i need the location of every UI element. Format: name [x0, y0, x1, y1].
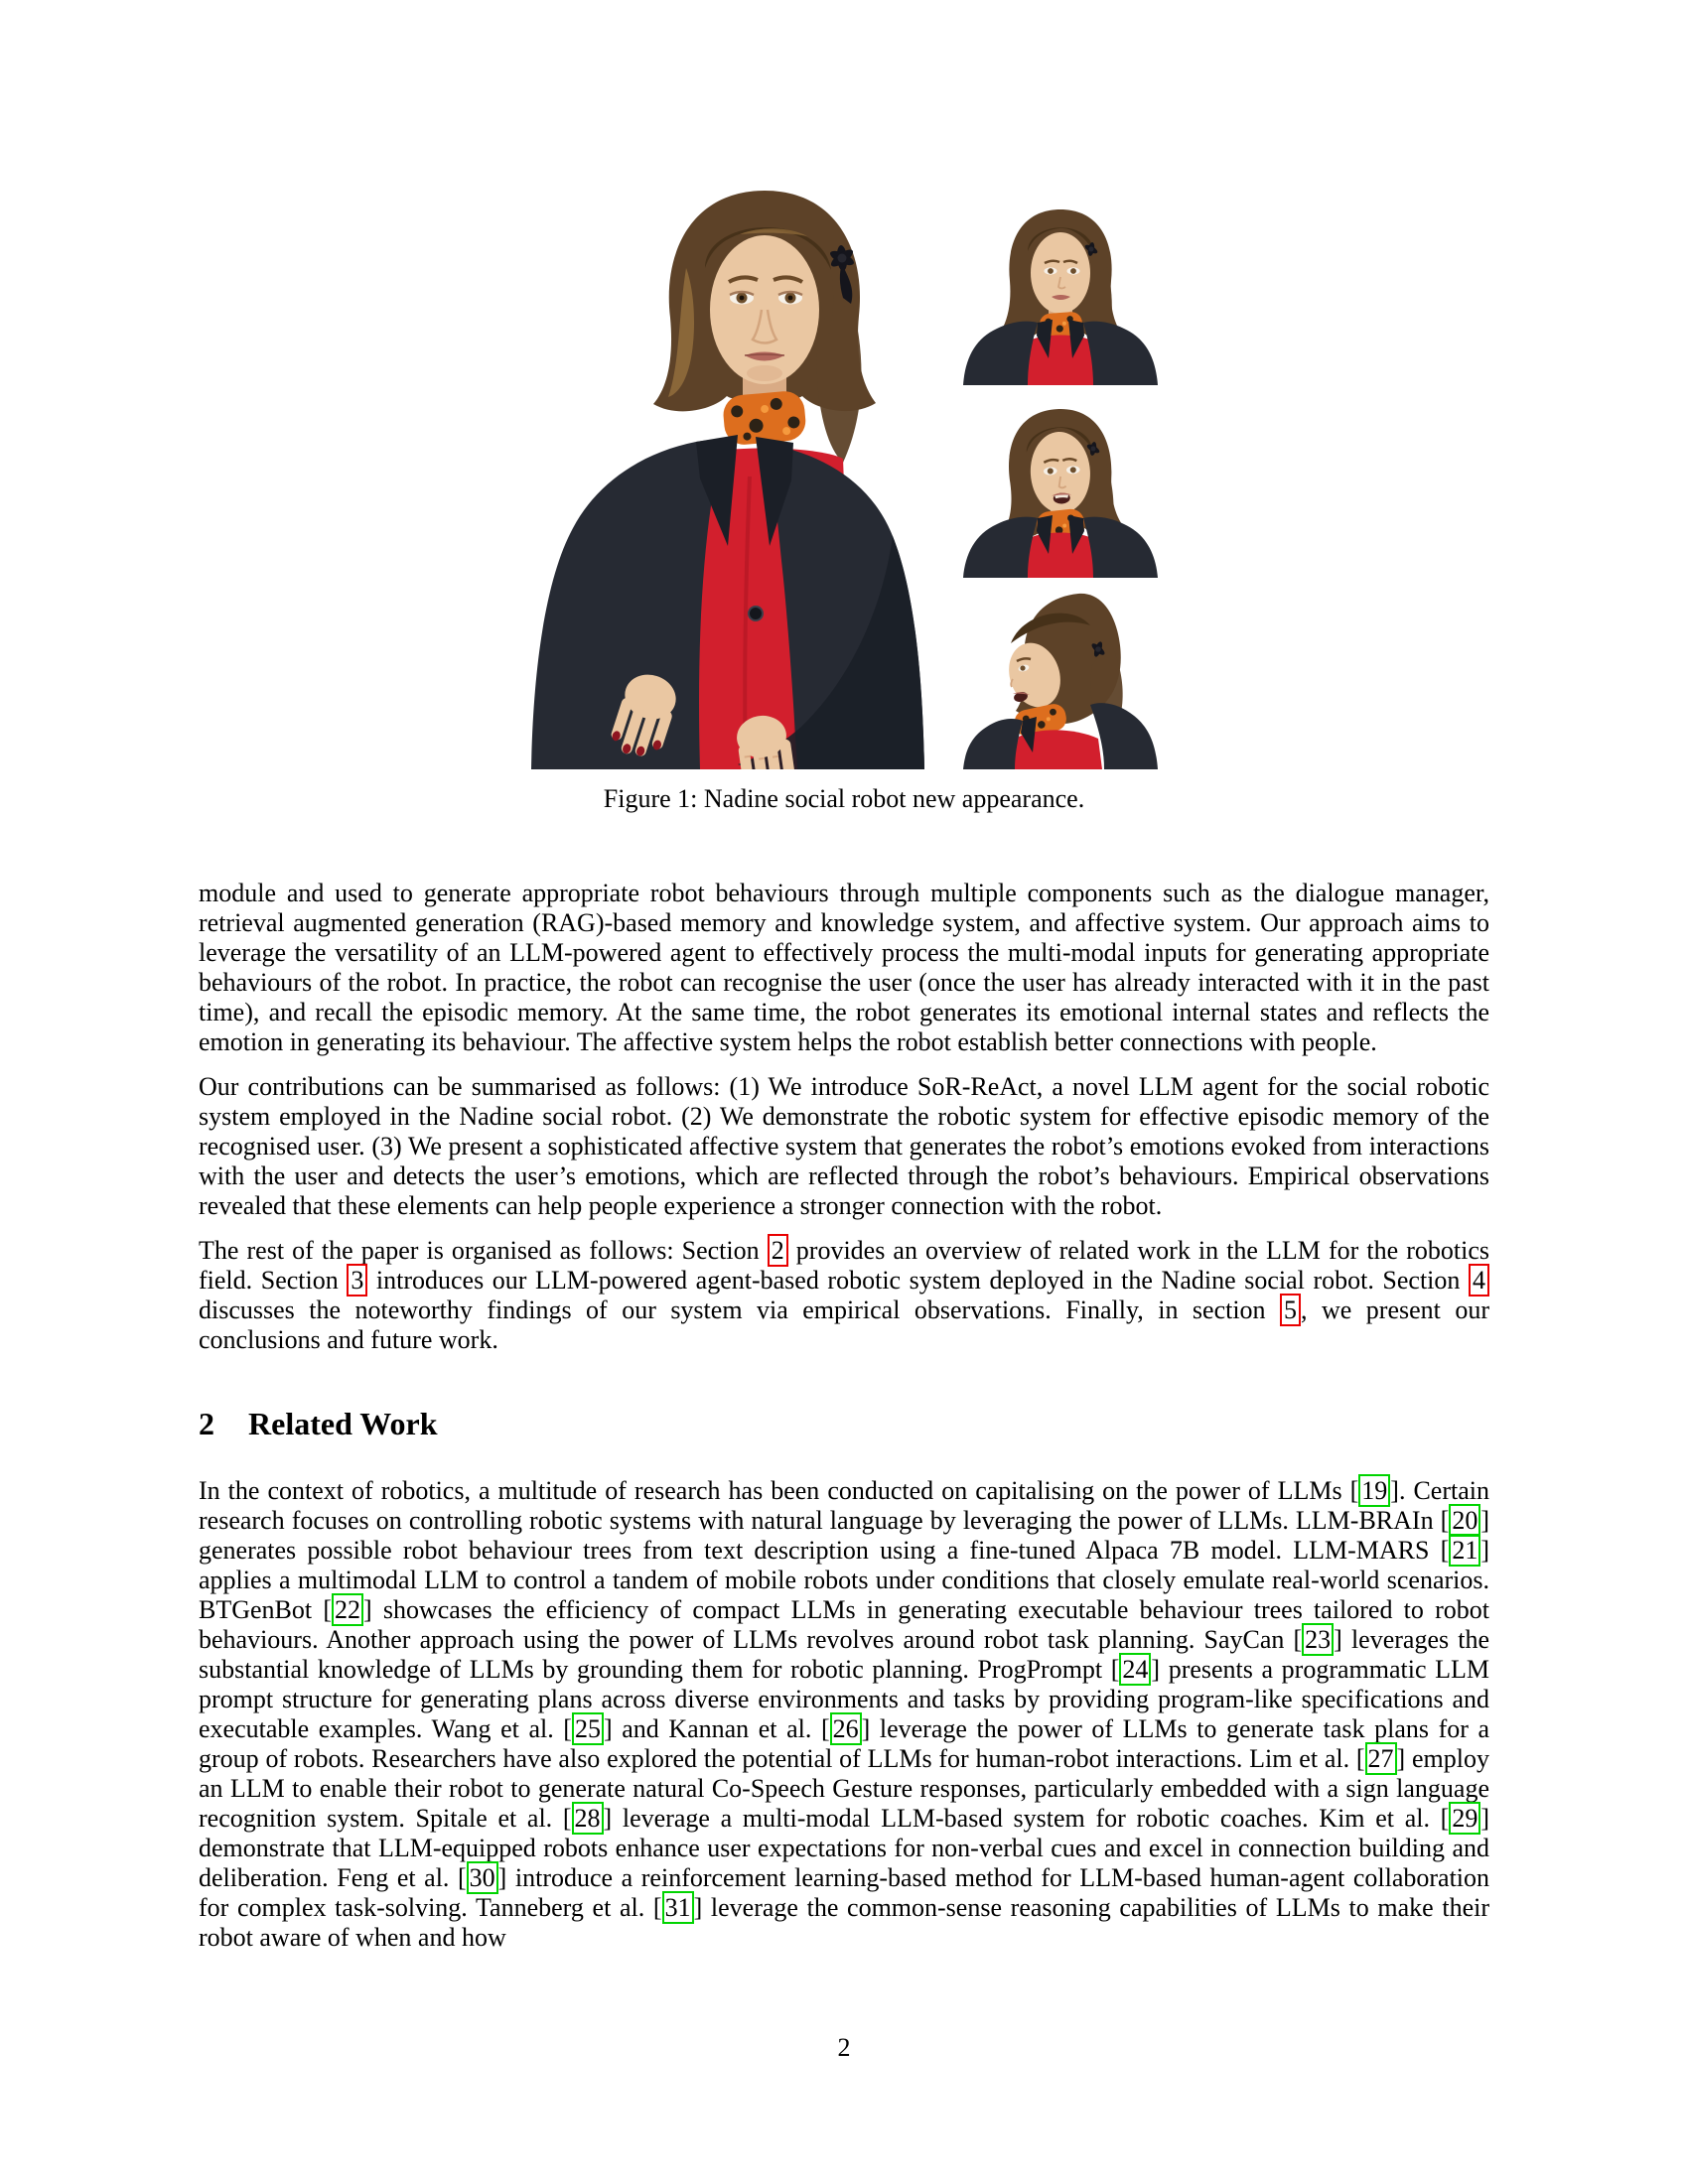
citation-link[interactable]: 30 — [467, 1861, 498, 1894]
figure1-photo-bust-smiling — [961, 395, 1160, 578]
text-run: ] presents a programmatic LLM prompt structure for generating plans across diverse environments and tasks by providing program-like specifications and executable examples. Wang et al. [ — [199, 1655, 1490, 1743]
section-link[interactable]: 3 — [347, 1264, 367, 1297]
section-number: 2 — [199, 1406, 214, 1441]
text-run: ] leverage the power of LLMs to generate task plans for a group of robots. Researchers have also explored the potential of LLMs for human-robot interactions. Lim et al. [ — [199, 1714, 1490, 1773]
text-run: ]. Certain research focuses on controlling robotic systems with natural language by leveraging the power of LLMs. LLM-BRAIn [ — [199, 1476, 1489, 1535]
text-run: ] showcases the efficiency of compact LLMs in generating executable behaviour trees tailored to robot behaviours. Another approach using the power of LLMs revolves around robot task planning. SayCan [ — [199, 1595, 1489, 1654]
text-run: ] generates possible robot behaviour trees from text description using a fine-tuned Alpaca 7B model. LLM-MARS [ — [199, 1506, 1489, 1565]
figure1-photo-main-portrait — [501, 149, 953, 769]
citation-link[interactable]: 22 — [332, 1593, 363, 1626]
citation-link[interactable]: 21 — [1449, 1534, 1480, 1567]
body-text-column — [199, 879, 1489, 1968]
figure1-photo-head-turned-down — [961, 584, 1160, 769]
section-link[interactable]: 5 — [1280, 1294, 1301, 1326]
text-run: , we present our conclusions and future work. — [199, 1296, 1489, 1354]
text-run: ] employ an LLM to enable their robot to generate natural Co-Speech Gesture responses, particularly embedded with a sign language recognition system. Spitale et al. [ — [199, 1744, 1489, 1833]
text-run: module and used to generate appropriate robot behaviours through multiple components such as the dialogue manager, retrieval augmented generation (RAG)-based memory and knowledge system, and affective system. Our approach aims to leverage the versatility of an LLM-powered agent to effectively process the multi-modal inputs for generating appropriate behaviours of the robot. In practice, the robot can recognise the user (once the user has already interacted with it in the past time), and recall the episodic memory. At the same time, the robot generates its emotional internal states and reflects the emotion in generating its behaviour. The affective system helps the robot establish better connections with people. — [199, 879, 1489, 1056]
text-run: The rest of the paper is organised as follows: Section — [199, 1236, 768, 1265]
page-number: 2 — [837, 2033, 851, 2062]
text-run: Our contributions can be summarised as follows: (1) We introduce SoR-ReAct, a novel LLM agent for the social robotic system employed in the Nadine social robot. (2) We demonstrate the robotic system for effective episodic memory of the recognised user. (3) We present a sophisticated affective system that generates the robot’s emotions evoked from interactions with the user and detects the user’s emotions, which are reflected through the robot’s behaviours. Empirical observations revealed that these elements can help people experience a stronger connection with the robot. — [199, 1072, 1489, 1220]
text-run: ] and Kannan et al. [ — [603, 1714, 830, 1743]
figure-1 — [501, 149, 1160, 769]
section-heading-related-work — [199, 1405, 1489, 1442]
citation-link[interactable]: 31 — [662, 1891, 694, 1924]
text-run: discusses the noteworthy findings of our system via empirical observations. Finally, in section — [199, 1296, 1281, 1324]
text-run: ] leverage the common-sense reasoning capabilities of LLMs to make their robot aware of when and how — [199, 1893, 1489, 1952]
section-link[interactable]: 4 — [1469, 1264, 1489, 1297]
citation-link[interactable]: 23 — [1302, 1623, 1334, 1656]
text-run: ] introduce a reinforcement learning-based method for LLM-based human-agent collaboration for complex task-solving. Tanneberg et al. [ — [199, 1863, 1490, 1922]
text-run: introduces our LLM-powered agent-based robotic system deployed in the Nadine social robot. Section — [367, 1266, 1469, 1295]
text-run: ] leverage a multi-modal LLM-based system for robotic coaches. Kim et al. [ — [603, 1804, 1450, 1833]
text-run: ] applies a multimodal LLM to control a tandem of mobile robots under conditions that closely emulate real-world scenarios. BTGenBot [ — [199, 1536, 1489, 1624]
text-run: provides an overview of related work in the LLM for the robotics field. Section — [199, 1236, 1489, 1295]
nadine-robot-illustration — [501, 149, 953, 769]
citation-link[interactable]: 20 — [1449, 1504, 1480, 1537]
section-title: Related Work — [248, 1406, 438, 1441]
figure1-photo-bust-neutral — [961, 194, 1160, 385]
citation-link[interactable]: 28 — [572, 1802, 604, 1835]
citation-link[interactable]: 19 — [1358, 1474, 1390, 1507]
section-link[interactable]: 2 — [768, 1234, 788, 1267]
citation-link[interactable]: 27 — [1365, 1742, 1397, 1775]
paragraph-contributions — [199, 1072, 1489, 1221]
citation-link[interactable]: 24 — [1119, 1653, 1151, 1686]
citation-link[interactable]: 25 — [572, 1712, 604, 1745]
citation-link[interactable]: 26 — [830, 1712, 862, 1745]
figure-caption: Figure 1: Nadine social robot new appearance. — [603, 784, 1085, 813]
paragraph-intro-continuation — [199, 879, 1489, 1057]
citation-link[interactable]: 29 — [1449, 1802, 1480, 1835]
paragraph-related-work — [199, 1476, 1489, 1953]
paragraph-paper-organisation — [199, 1236, 1489, 1355]
text-run: ] demonstrate that LLM-equipped robots enhance user expectations for non-verbal cues and excel in connection building and deliberation. Feng et al. [ — [199, 1804, 1489, 1892]
text-run: ] leverages the substantial knowledge of LLMs by grounding them for robotic planning. ProgPrompt [ — [199, 1625, 1489, 1684]
text-run: In the context of robotics, a multitude of research has been conducted on capitalising on the power of LLMs [ — [199, 1476, 1359, 1505]
